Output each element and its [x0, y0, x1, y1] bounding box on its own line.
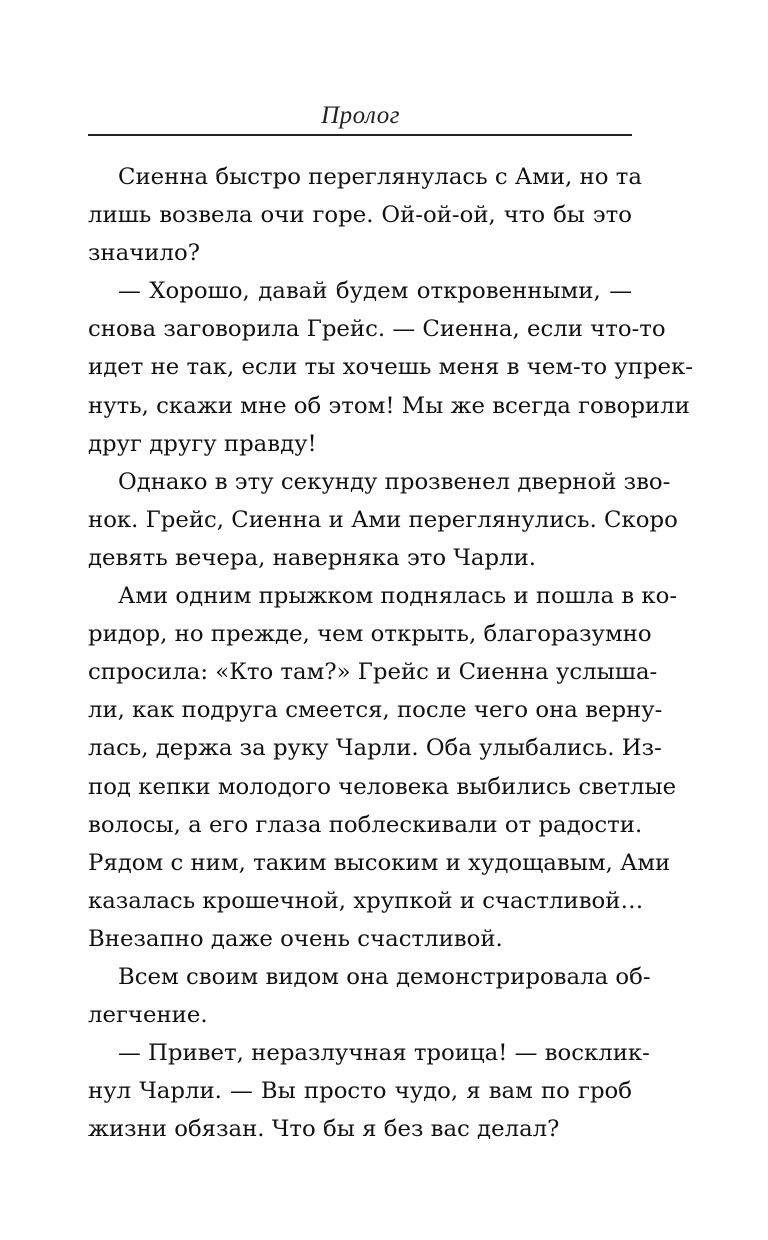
running-head	[88, 100, 632, 136]
text-line: Ами одним прыжком поднялась и пошла в ко-	[118, 583, 678, 610]
text-line: ридор, но прежде, чем открыть, благоразумно	[88, 621, 652, 648]
text-line: нул Чарли. — Вы просто чудо, я вам по гроб	[88, 1078, 632, 1105]
text-line: друг другу правду!	[88, 430, 317, 457]
text-line: волосы, а его глаза поблескивали от радости.	[88, 811, 643, 838]
text-line: Внезапно даже очень счастливой.	[88, 925, 503, 952]
text-line: под кепки молодого человека выбились светлые	[88, 773, 677, 800]
text-line: идет не так, если ты хочешь меня в чем-то упрек-	[88, 354, 693, 381]
text-line: Однако в эту секунду прозвенел дверной зво-	[118, 468, 671, 495]
text-line: спросила: «Кто там?» Грейс и Сиенна услыша-	[88, 659, 658, 686]
text-line: легчение.	[88, 1002, 208, 1029]
text-line: нуть, скажи мне об этом! Мы же всегда говорили	[88, 392, 690, 419]
text-line: нок. Грейс, Сиенна и Ами переглянулись. Скоро	[88, 506, 678, 533]
body-text	[88, 158, 693, 1148]
text-line: Рядом с ним, таким высоким и худощавым, Ами	[88, 849, 671, 876]
text-line: значило?	[88, 240, 200, 267]
text-line: ли, как подруга смеется, после чего она верну-	[88, 697, 663, 724]
text-line: лишь возвела очи горе. Ой-ой-ой, что бы это	[88, 202, 632, 229]
text-line: Всем своим видом она демонстрировала об-	[118, 963, 651, 990]
text-line: снова заговорила Грейс. — Сиенна, если что-то	[88, 316, 666, 343]
text-line: казалась крошечной, хрупкой и счастливой…	[88, 887, 644, 914]
text-line: Сиенна быстро переглянулась с Ами, но та	[118, 164, 642, 190]
chapter-title: Пролог	[321, 102, 400, 129]
text-line: — Привет, неразлучная троица! — восклик-	[118, 1040, 650, 1067]
text-line: девять вечера, наверняка это Чарли.	[88, 544, 537, 571]
text-line: лась, держа за руку Чарли. Оба улыбались. Из-	[88, 735, 662, 762]
text-line: — Хорошо, давай будем откровенными, —	[118, 278, 632, 305]
text-line: жизни обязан. Что бы я без вас делал?	[88, 1116, 560, 1143]
